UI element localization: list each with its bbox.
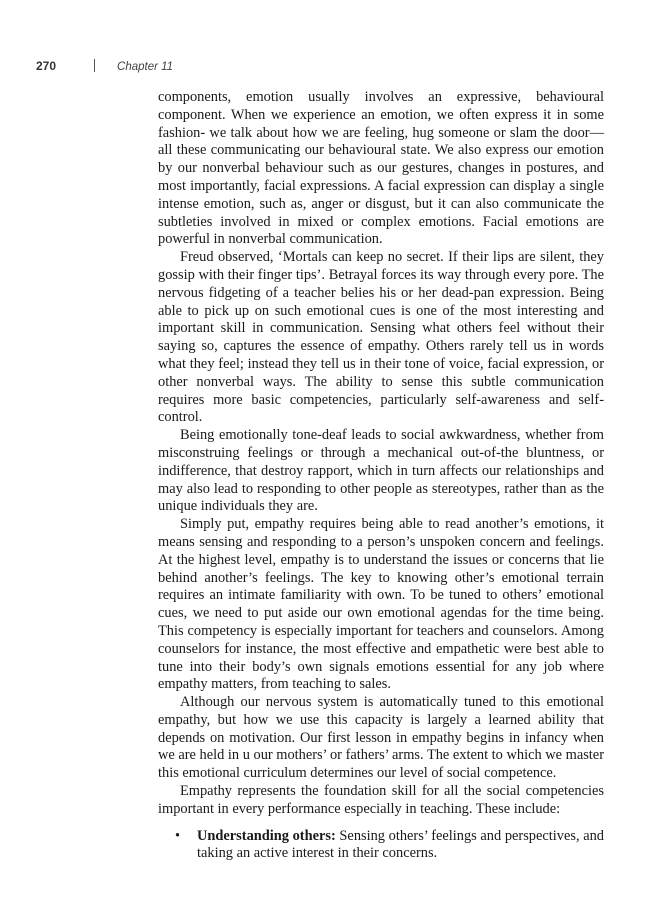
header-divider xyxy=(94,59,95,72)
paragraph: Freud observed, ‘Mortals can keep no secret. If their lips are silent, they gossip with their finger tips’. Betrayal forces its way through every pore. The nervous fidgeting of a teacher belies his or her dead-pan expression. Being able to pick up on such emotional cues is one of the most interesting and important skill in communication. Sensing what others feel without their saying so, captures the essence of empathy. Others rarely tell us in words what they feel; instead they tell us in their tone of voice, facial expression, or other nonverbal ways. The ability to sense this subtle communication requires more basic competencies, particularly self-awareness and self-control. xyxy=(158,249,604,426)
paragraph: Although our nervous system is automatically tuned to this emotional empathy, but how we use this capacity is largely a learned ability that depends on motivation. Our first lesson in empathy begins in infancy when we are held in u our mothers’ or fathers’ arms. The extent to which we master this emotional curriculum determines our level of social competence. xyxy=(158,694,604,782)
bullet-marker: • xyxy=(175,827,181,844)
page-number: 270 xyxy=(36,59,57,73)
bullet-text: Sensing others’ feelings and perspectives, and taking an active interest in their concerns. xyxy=(197,827,604,862)
bullet-heading: Understanding others: xyxy=(197,827,336,844)
paragraph: components, emotion usually involves an expressive, behavioural component. When we experience an emotion, we often express it in some fashion- we talk about how we are feeling, hug someone or slam the door—all these communicating our behavioural state. We also express our emotion by our nonverbal behaviour such as our gestures, changes in postures, and most importantly, facial expressions. A facial expression can display a single intense emotion, such as, anger or disgust, but it can also communicate the subtleties involved in mixed or complex emotions. Facial emotions are powerful in nonverbal communication. xyxy=(158,89,604,248)
paragraph: Being emotionally tone-deaf leads to social awkwardness, whether from misconstruing feelings or through a mechanical out-of-the bluntness, or indifference, that destroy rapport, which in turn affects our relationships and may also lead to responding to other people as stereotypes, rather than as the unique individuals they are. xyxy=(158,427,604,515)
chapter-title: Chapter 11 xyxy=(117,61,174,73)
bullet-list xyxy=(158,828,604,864)
running-head xyxy=(36,58,173,74)
body-text xyxy=(158,89,604,863)
bullet-item xyxy=(158,828,604,864)
paragraph: Simply put, empathy requires being able to read another’s emotions, it means sensing and responding to a person’s unspoken concern and feelings. At the highest level, empathy is to understand the issues or concerns that lie behind another’s feelings. The key to knowing other’s emotional terrain requires an intimate familiarity with own. To be tuned to others’ emotional cues, we need to put aside our own emotional agendas for the time being. This competency is especially important for teachers and counselors. Among counselors for instance, the most effective and empathetic were best able to tune into their body’s own signals emotions essential for any job where empathy matters, from teaching to sales. xyxy=(158,516,604,693)
paragraph: Empathy represents the foundation skill for all the social competencies important in every performance especially in teaching. These include: xyxy=(158,783,604,817)
